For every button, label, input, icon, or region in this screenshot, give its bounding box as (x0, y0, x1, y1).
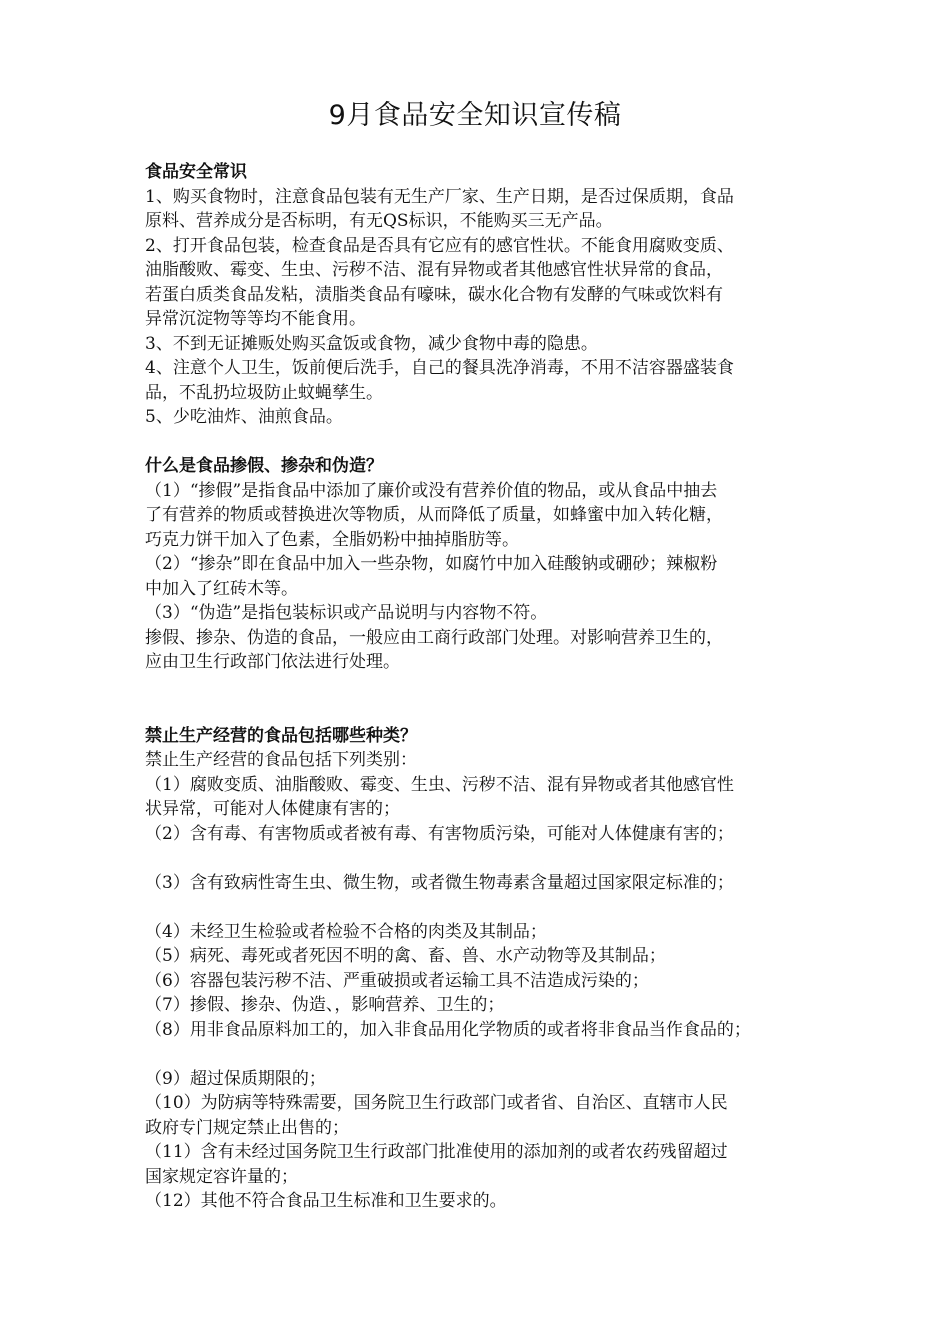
paragraph-line: 3、不到无证摊贩处购买盒饭或食物，减少食物中毒的隐患。 (145, 333, 598, 354)
list-item-line: （8）用非食品原料加工的，加入非食品用化学物质的或者将非食品当作食品的； (145, 1019, 751, 1040)
list-item-line: （3）含有致病性寄生虫、微生物，或者微生物毒素含量超过国家限定标准的； (145, 872, 734, 893)
paragraph-line: 异常沉淀物等等均不能食用。 (145, 309, 366, 329)
paragraph-line: 若蛋白质类食品发粘，渍脂类食品有嚎味，碳水化合物有发酵的气味或饮料有 (145, 284, 723, 305)
list-item-line: 状异常，可能对人体健康有害的； (145, 799, 400, 819)
list-item-line: （9）超过保质期限的； (145, 1068, 326, 1089)
paragraph-line: 了有营养的物质或替换进次等物质，从而降低了质量，如蜂蜜中加入转化糖， (145, 505, 723, 525)
paragraph-line: 应由卫生行政部门依法进行处理。 (145, 652, 400, 672)
paragraph-line: 原料、营养成分是否标明，有无QS标识，不能购买三无产品。 (145, 211, 613, 231)
spacer (145, 846, 825, 871)
spacer (145, 430, 825, 455)
list-item-line: 政府专门规定禁止出售的； (145, 1117, 349, 1138)
list-item-line: 国家规定容许量的； (145, 1166, 298, 1187)
list-item-line: （4）未经卫生检验或者检验不合格的肉类及其制品； (145, 921, 547, 942)
section-heading-food-safety: 食品安全常识 (145, 162, 247, 182)
section-heading-prohibited-foods: 禁止生产经营的食品包括哪些种类？ (145, 725, 417, 746)
paragraph-line: （1）“掺假”是指食品中添加了廉价或没有营养价值的物品，或从食品中抽去 (145, 480, 718, 501)
paragraph-line: 掺假、掺杂、伪造的食品，一般应由工商行政部门处理。对影响营养卫生的， (145, 627, 723, 648)
paragraph-line: 5、少吃油炸、油煎食品。 (145, 407, 343, 427)
paragraph-line: 4、注意个人卫生，饭前便后洗手，自己的餐具洗净消毒，不用不洁容器盛装食 (145, 358, 734, 378)
paragraph-line: 品，不乱扔垃圾防止蚊蝇孳生。 (145, 382, 383, 403)
paragraph-line: 中加入了红砖木等。 (145, 578, 298, 599)
list-item-line: （6）容器包装污秽不洁、严重破损或者运输工具不洁造成污染的； (145, 970, 649, 991)
list-item-line: （12）其他不符合食品卫生标准和卫生要求的。 (145, 1191, 507, 1211)
list-item-line: （1）腐败变质、油脂酸败、霉变、生虫、污秽不洁、混有异物或者其他感官性 (145, 774, 734, 795)
spacer (145, 895, 825, 920)
spacer (145, 675, 825, 724)
list-item-line: （7）掺假、掺杂、伪造、，影响营养、卫生的； (145, 995, 505, 1015)
document-body (145, 160, 825, 1214)
document-title: 9月食品安全知识宣传稿 (328, 100, 622, 131)
paragraph-line: （3）“伪造”是指包装标识或产品说明与内容物不符。 (145, 603, 548, 623)
paragraph-line: 1、购买食物时，注意食品包装有无生产厂家、生产日期，是否过保质期，食品 (145, 186, 734, 207)
section-heading-adulteration: 什么是食品掺假、掺杂和伪造？ (145, 456, 383, 476)
list-item-line: （11）含有未经过国务院卫生行政部门批准使用的添加剂的或者农药残留超过 (145, 1142, 728, 1162)
paragraph-line: 油脂酸败、霉变、生虫、污秽不洁、混有异物或者其他感官性状异常的食品， (145, 260, 723, 280)
paragraph-line: 禁止生产经营的食品包括下列类别： (145, 750, 417, 770)
paragraph-line: 巧克力饼干加入了色素，全脂奶粉中抽掉脂肪等。 (145, 529, 519, 550)
list-item-line: （10）为防病等特殊需要，国务院卫生行政部门或者省、自治区、直辖市人民 (145, 1093, 728, 1113)
paragraph-line: 2、打开食品包装，检查食品是否具有它应有的感官性状。不能食用腐败变质、 (145, 235, 734, 256)
paragraph-line: （2）“掺杂”即在食品中加入一些杂物，如腐竹中加入硅酸钠或硼砂；辣椒粉 (145, 554, 718, 574)
list-item-line: （5）病死、毒死或者死因不明的禽、畜、兽、水产动物等及其制品； (145, 946, 666, 966)
spacer (145, 1042, 825, 1067)
list-item-line: （2）含有毒、有害物质或者被有毒、有害物质污染，可能对人体健康有害的； (145, 823, 734, 844)
